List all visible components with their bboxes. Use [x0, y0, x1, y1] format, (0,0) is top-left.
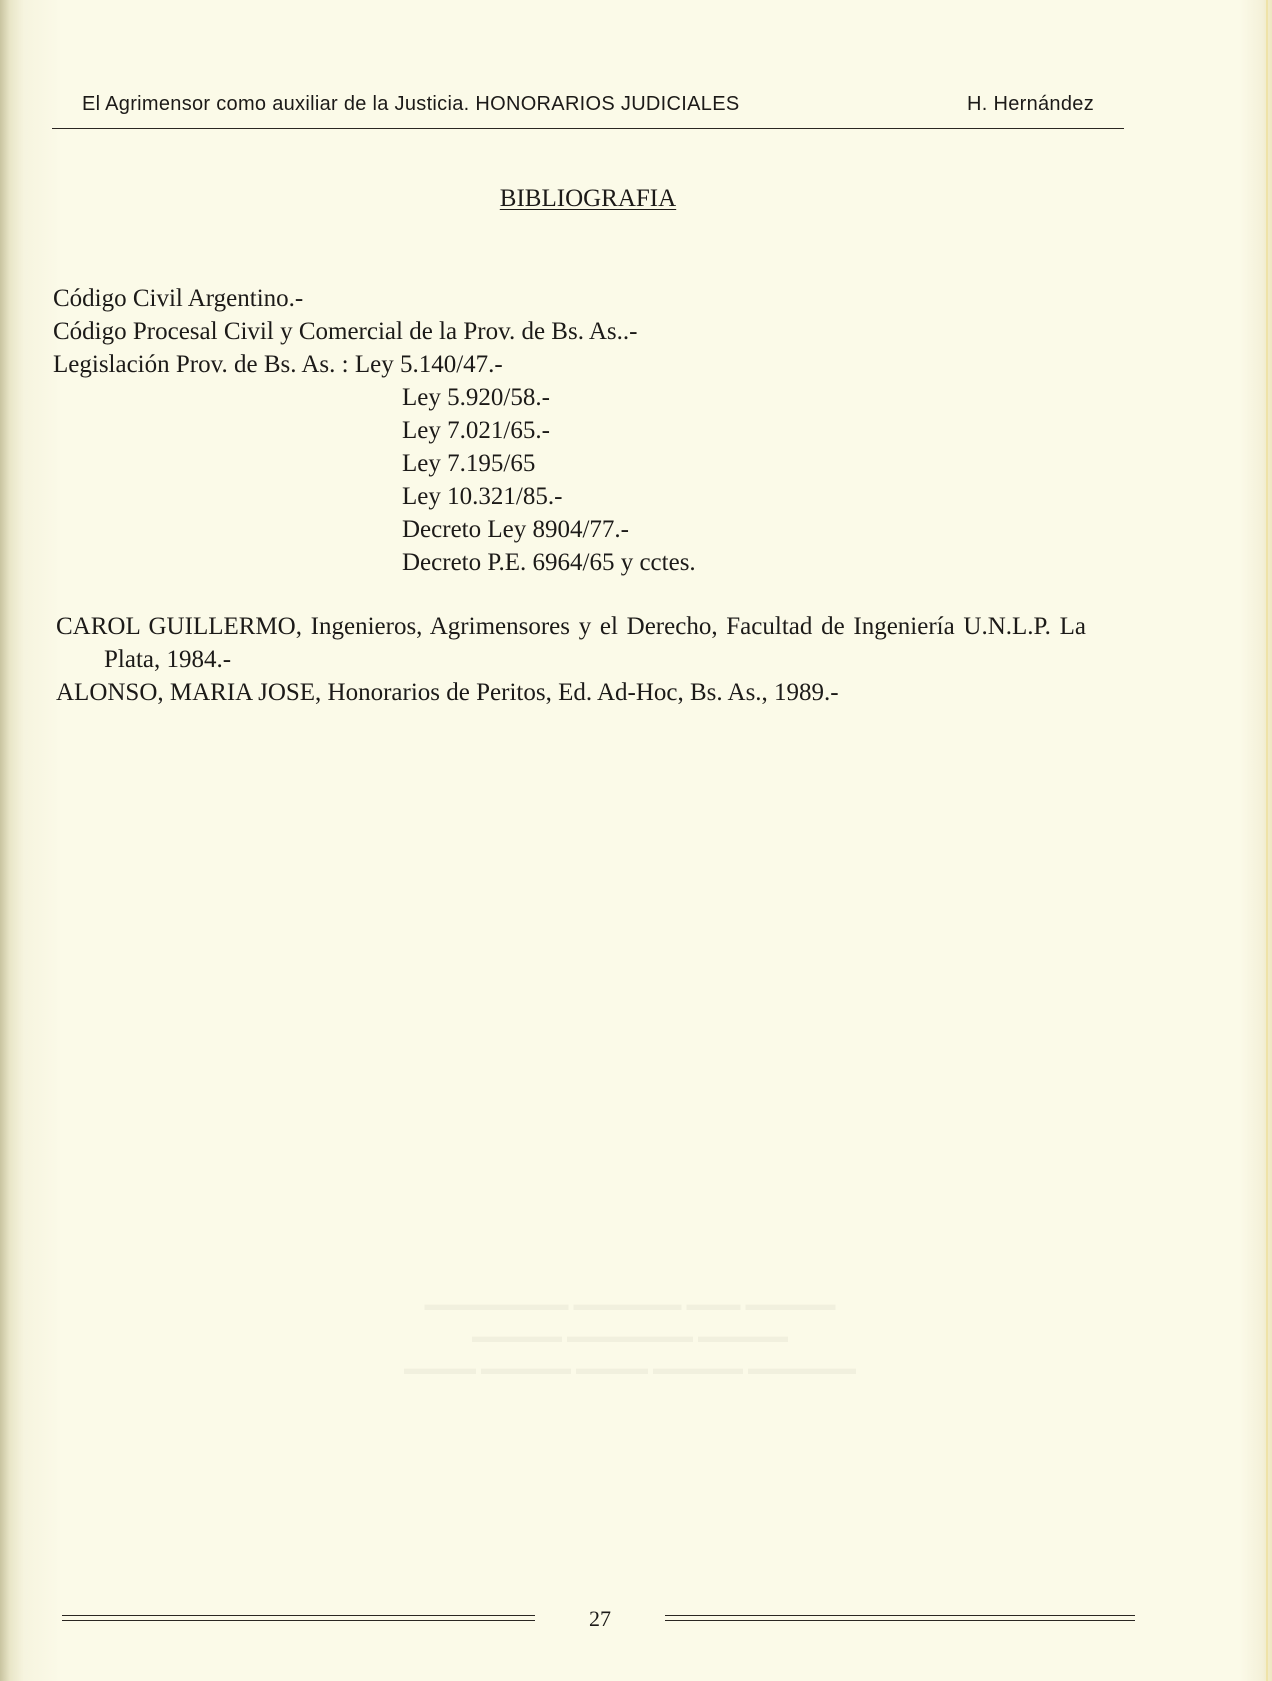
- law-item: Ley 7.021/65.-: [402, 417, 550, 444]
- footer-rule-left: [62, 1615, 535, 1621]
- law-item: Ley 7.195/65: [402, 450, 536, 477]
- page-edge: [1266, 0, 1268, 1681]
- header-title: El Agrimensor como auxiliar de la Justicia. HONORARIOS JUDICIALES: [82, 93, 740, 115]
- footer-rule-right: [665, 1615, 1135, 1621]
- section-heading: BIBLIOGRAFIA: [499, 185, 677, 212]
- reference-item: CAROL GUILLERMO, Ingenieros, Agrimensores y el Derecho, Facultad de Ingeniería U.N.L.P. La Plata, 1984.-: [56, 613, 1086, 673]
- show-through-text: ▬▬▬▬▬▬▬▬ ▬▬▬▬▬▬ ▬▬▬ ▬▬▬▬▬ ▬▬▬▬▬ ▬▬▬▬▬▬▬ ▬▬▬▬▬ ▬▬▬▬ ▬▬▬▬▬ ▬▬▬▬ ▬▬▬▬▬ ▬▬▬▬▬▬: [403, 1294, 856, 1378]
- page-footer: [0, 1606, 1272, 1636]
- legislation-list: [53, 282, 696, 579]
- law-item: Decreto P.E. 6964/65 y cctes.: [402, 549, 696, 576]
- legislation-item: Código Civil Argentino.-: [53, 285, 304, 312]
- header-author: H. Hernández: [967, 93, 1094, 115]
- running-header: [52, 88, 1124, 129]
- page-number: 27: [589, 1606, 611, 1631]
- reference-item: ALONSO, MARIA JOSE, Honorarios de Peritos, Ed. Ad-Hoc, Bs. As., 1989.-: [56, 679, 839, 706]
- law-item: Decreto Ley 8904/77.-: [402, 516, 630, 543]
- law-item: Ley 5.920/58.-: [402, 384, 550, 411]
- legislation-item: Legislación Prov. de Bs. As. : Ley 5.140/47.-: [53, 351, 503, 378]
- reference-list: [56, 610, 1086, 709]
- law-item: Ley 10.321/85.-: [402, 483, 563, 510]
- legislation-item: Código Procesal Civil y Comercial de la Prov. de Bs. As..-: [53, 318, 638, 345]
